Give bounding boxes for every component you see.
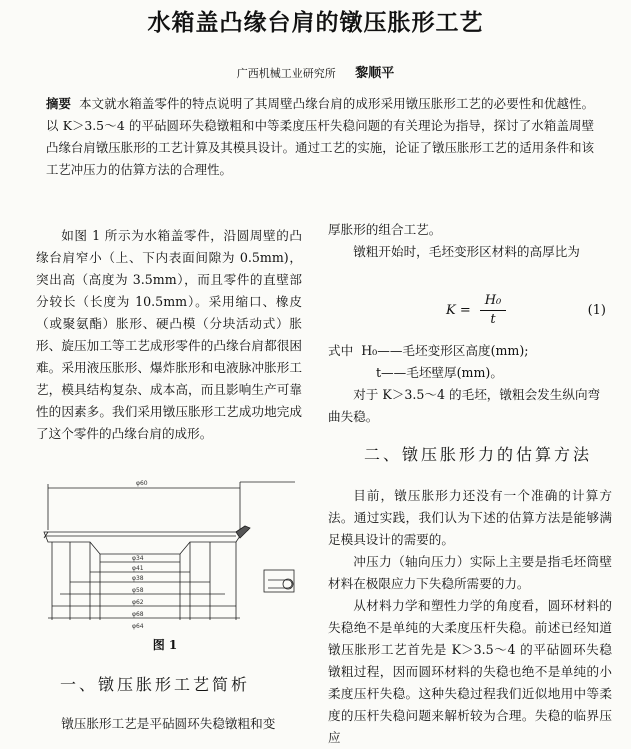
figure-1-drawing xyxy=(40,470,302,630)
figure-caption: 图 1 xyxy=(152,638,178,652)
fig-dim-label: φ41 xyxy=(132,565,144,572)
abstract-text: 本文就水箱盖零件的特点说明了其周壁凸缘台肩的成形采用镦压胀形工艺的必要性和优越性。以 K＞3.5～4 的平砧圆环失稳镦粗和中等柔度压杆失稳问题的有关理论为指导，探讨了水箱盖周壁凸缘台肩镦压胀形的工艺计算及其模具设计。通过工艺的实施，论证了镦压胀形工艺的适用条件和该工艺冲压力的估算方法的合理性。 xyxy=(46,96,595,177)
right-paragraph-3: 目前，镦压胀形力还没有一个准确的计算方法。通过实践，我们认为下述的估算方法是能够满足模具设计的需要的。 xyxy=(328,488,612,547)
left-column-bottom xyxy=(36,713,302,735)
equation-fraction xyxy=(480,292,506,329)
fig-dim-label: φ64 xyxy=(132,623,144,630)
right-column-bottom xyxy=(328,485,612,749)
where-item-1: H₀——毛坯变形区高度(mm); xyxy=(361,343,529,358)
equation-lhs: K = xyxy=(446,303,471,318)
fig-dim-label: φ34 xyxy=(132,555,144,562)
section-heading-1: 一、镦压胀形工艺简析 xyxy=(60,675,251,694)
right-paragraph-5: 从材料力学和塑性力学的角度看，圆环材料的失稳绝不是单纯的大柔度压杆失稳。前述已经知道镦压胀形工艺首先是 K＞3.5～4 的平砧圆环失稳镦粗过程，因而圆环材料的失稳也绝不是单纯的小柔度压杆失稳。这种失稳过程我们近似地用中等柔度的压杆失稳问题来解析较为合理。失稳的临界压应 xyxy=(328,598,612,745)
right-paragraph-1: 镦粗开始时，毛坯变形区材料的高厚比为 xyxy=(353,244,580,259)
abstract-label: 摘要 xyxy=(46,96,72,111)
equation-denominator: t xyxy=(490,312,496,327)
abstract xyxy=(46,93,594,181)
where-item-2: t——毛坯壁厚(mm)。 xyxy=(376,365,503,380)
author-line xyxy=(0,62,631,81)
author-name: 黎顺平 xyxy=(355,66,395,81)
left-column xyxy=(36,225,302,445)
affiliation: 广西机械工业研究所 xyxy=(236,67,336,80)
right-paragraph-4: 冲压力（轴向压力）实际上主要是指毛坯筒壁材料在极限应力下失稳所需要的力。 xyxy=(328,554,612,591)
right-column-top xyxy=(328,219,612,263)
left-paragraph-1: 如图 1 所示为水箱盖零件，沿圆周壁的凸缘台肩窄小（上、下内表面间隙为 0.5mm)，突出高（高度为 3.5mm），而且零件的直壁部分较长（长度为 10.5mm）。采用缩口、橡皮（或聚氨酯）胀形、硬凸模（分块活动式）胀形、旋压加工等工艺成形零件的凸缘台肩都很困难。采用液压胀形、爆炸胀形和电液脉冲胀形工艺，模具结构复杂、成本高，而且影响生产可靠性的因素多。我们采用镦压胀形工艺成功地完成了这个零件的凸缘台肩的成形。 xyxy=(36,228,302,441)
equation-1 xyxy=(328,292,612,330)
where-label: 式中 xyxy=(328,343,354,358)
symbol-definitions xyxy=(328,340,612,428)
equation-number: (1) xyxy=(587,303,606,318)
equation-numerator: H₀ xyxy=(480,292,506,311)
part-drawing-svg xyxy=(40,470,302,630)
fig-dim-label: φ62 xyxy=(132,599,144,606)
fig-dim-label: φ68 xyxy=(132,611,144,618)
paper-title: 水箱盖凸缘台肩的镦压胀形工艺 xyxy=(147,9,484,36)
section-heading-2: 二、镦压胀形力的估算方法 xyxy=(364,445,593,464)
fig-dim-label: φ60 xyxy=(136,480,148,487)
fig-dim-label: φ38 xyxy=(132,575,144,582)
right-paragraph-2: 对于 K＞3.5～4 的毛坯，镦粗会发生纵向弯曲失稳。 xyxy=(328,387,601,424)
left-paragraph-2: 镦压胀形工艺是平砧圆环失稳镦粗和变 xyxy=(61,716,276,731)
right-paragraph-0: 厚胀形的组合工艺。 xyxy=(328,222,442,237)
fig-dim-label: φ58 xyxy=(132,587,144,594)
